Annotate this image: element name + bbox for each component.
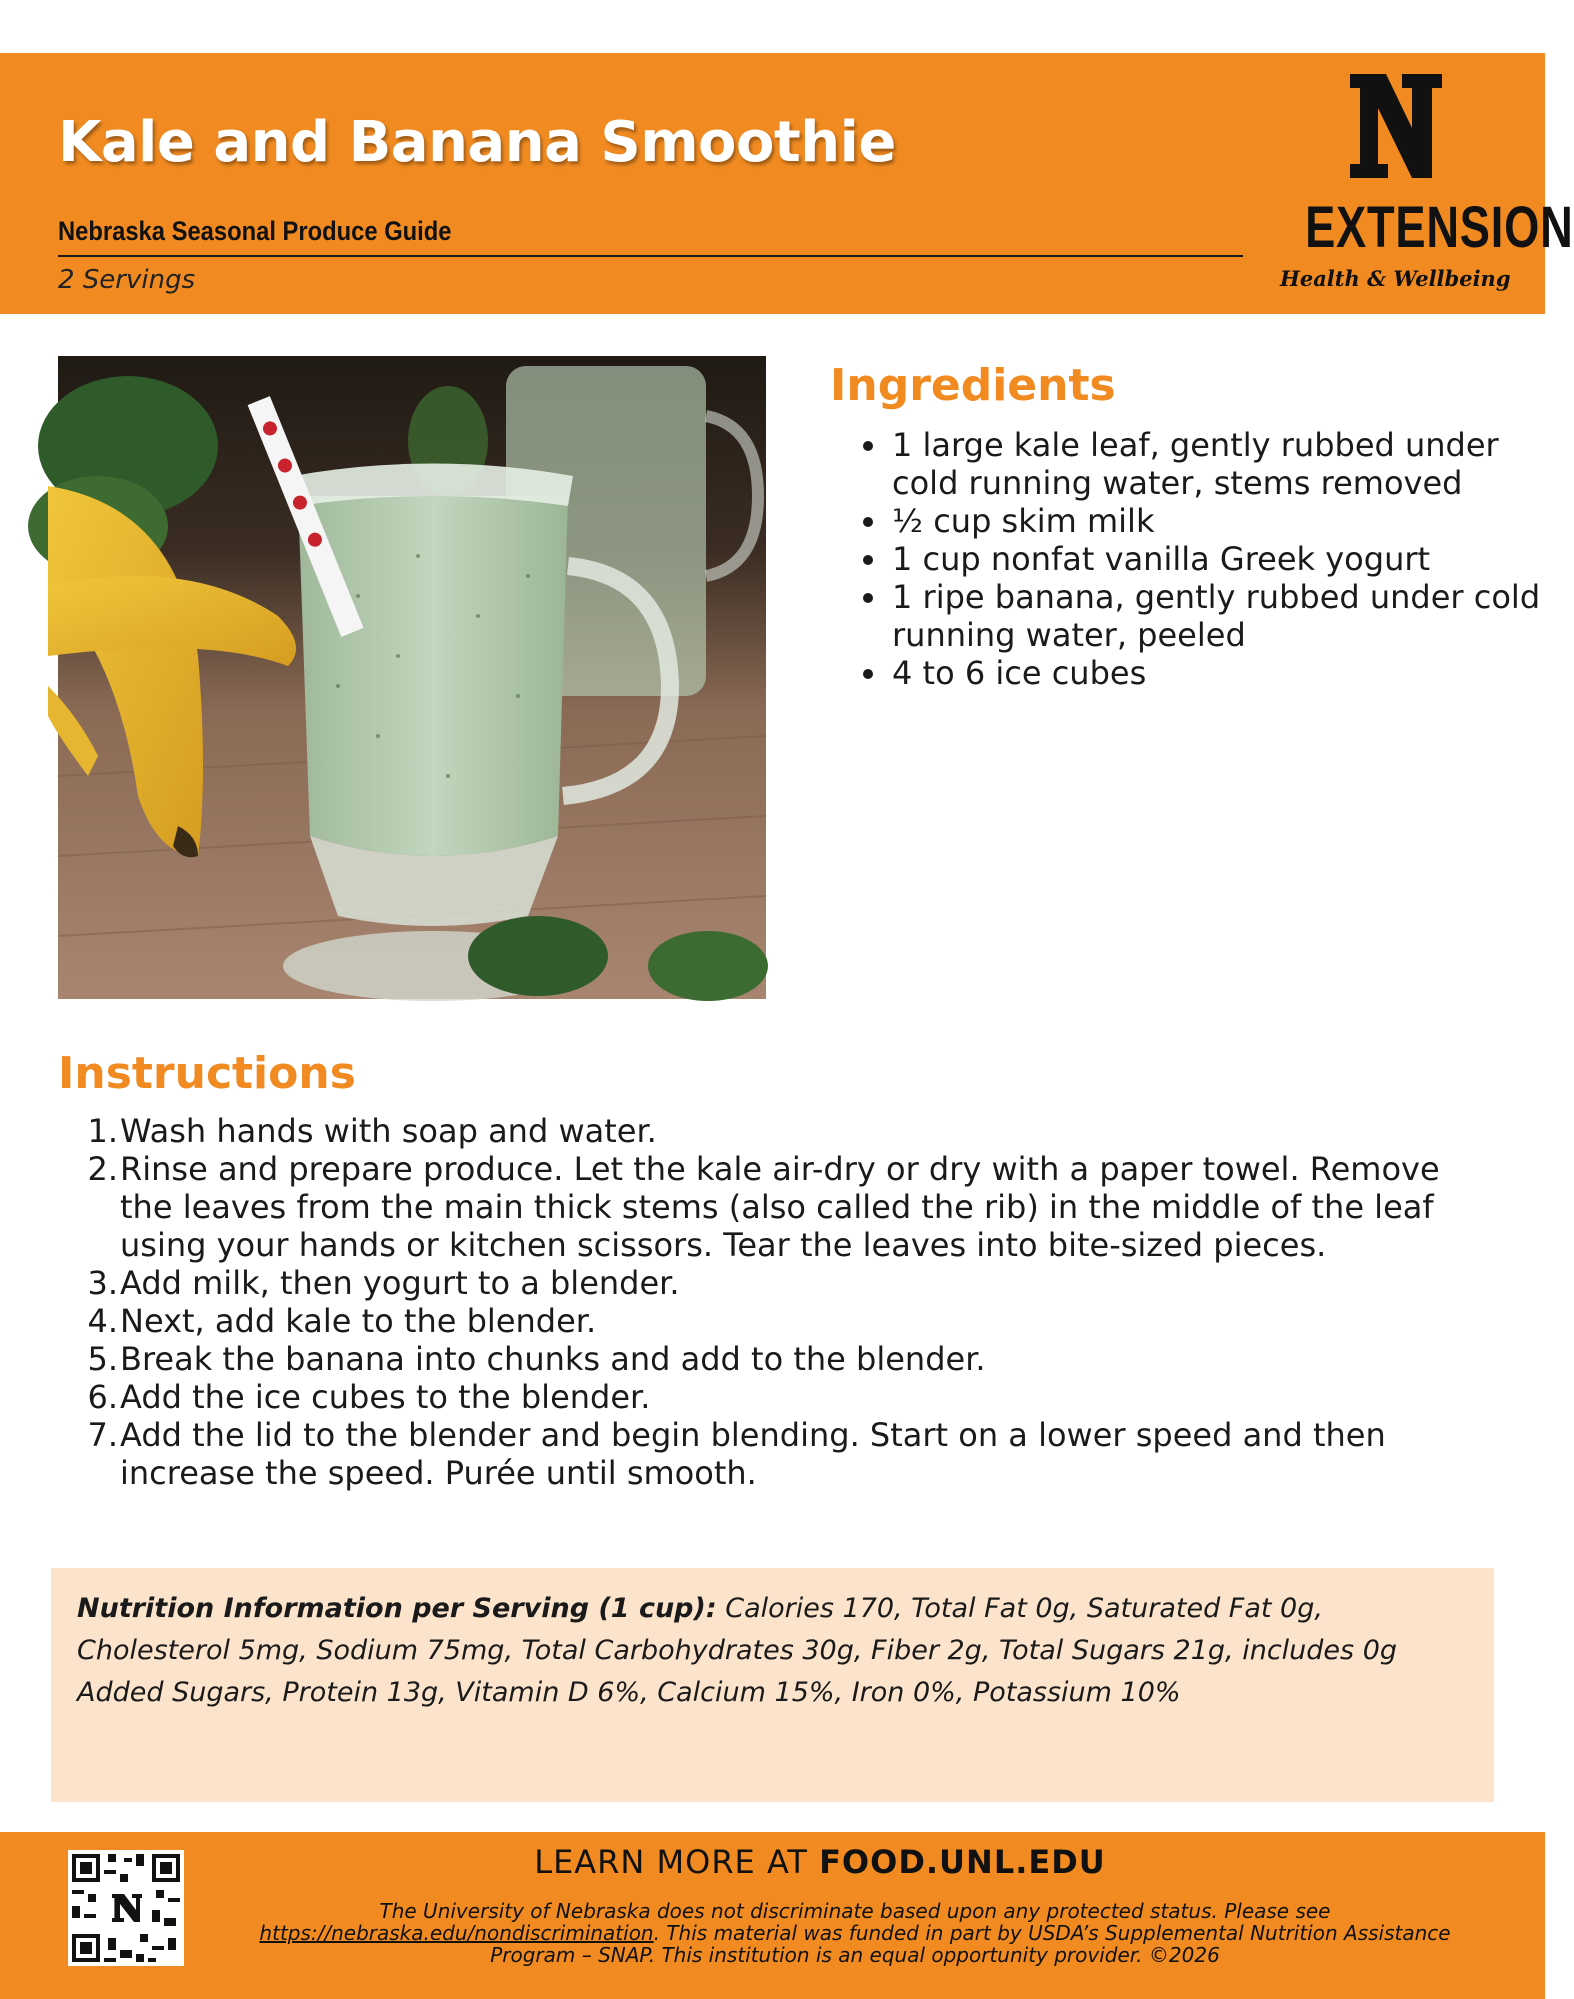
nutrition-text	[77, 1588, 1477, 1714]
step-text: Add the lid to the blender and begin blending. Start on a lower speed and then increase the speed. Purée until smooth.	[120, 1416, 1386, 1492]
step-number: 6.	[87, 1378, 118, 1416]
disclaimer-part-1: The University of Nebraska does not discriminate based upon any protected status. Please see	[379, 1899, 1331, 1923]
nutrition-label: Nutrition Information per Serving (1 cup):	[77, 1593, 717, 1624]
ingredient-item: • 4 to 6 ice cubes	[890, 654, 1550, 692]
ingredients-heading: Ingredients	[830, 360, 1116, 411]
step-number: 7.	[87, 1416, 118, 1454]
page-title: Kale and Banana Smoothie	[58, 110, 896, 175]
nutrition-values: Calories 170, Total Fat 0g, Saturated Fat 0g, Cholesterol 5mg, Sodium 75mg, Total Carbohydrates 30g, Fiber 2g, Total Sugars 21g, includes 0g Added Sugars, Protein 13g, Vitamin D 6%, Calcium 15%, Iron 0%, Potassium 10%	[77, 1593, 1398, 1708]
smoothie-photo	[58, 356, 766, 999]
instruction-step	[58, 1302, 1498, 1340]
ingredient-item: • 1 large kale leaf, gently rubbed under cold running water, stems removed	[890, 426, 1550, 502]
smoothie-photo-icon	[58, 356, 766, 999]
header-divider	[58, 255, 1243, 257]
instructions-list	[58, 1112, 1498, 1492]
step-number: 2.	[87, 1150, 118, 1188]
instructions-heading: Instructions	[58, 1048, 356, 1099]
instruction-step	[58, 1378, 1498, 1416]
step-text: Wash hands with soap and water.	[120, 1112, 657, 1150]
step-text: Break the banana into chunks and add to the blender.	[120, 1340, 986, 1378]
instruction-step	[58, 1112, 1498, 1150]
extension-wordmark: EXTENSION	[1305, 195, 1574, 260]
step-text: Add the ice cubes to the blender.	[120, 1378, 651, 1416]
ingredients-list	[850, 426, 1550, 692]
disclaimer-part-2: . This material was funded in part by USDA’s Supplemental Nutrition Assistance Program – SNAP. This institution is an equal opportunity provider. ©2026	[490, 1921, 1451, 1967]
step-text: Add milk, then yogurt to a blender.	[120, 1264, 680, 1302]
website-link[interactable]: FOOD.UNL.EDU	[819, 1843, 1106, 1881]
step-number: 1.	[87, 1112, 118, 1150]
ingredient-item: • 1 cup nonfat vanilla Greek yogurt	[890, 540, 1550, 578]
n-logo-icon	[1346, 70, 1446, 182]
step-number: 3.	[87, 1264, 118, 1302]
nutrition-panel	[51, 1568, 1494, 1802]
learn-more-prefix: LEARN MORE AT	[534, 1843, 820, 1881]
instruction-step	[58, 1150, 1498, 1264]
step-text: Rinse and prepare produce. Let the kale air-dry or dry with a paper towel. Remove the leaves from the main thick stems (also called the rib) in the middle of the leaf using your hands or kitchen scissors. Tear the leaves into bite-sized pieces.	[120, 1150, 1440, 1264]
extension-logo[interactable]	[1280, 70, 1574, 300]
instruction-step	[58, 1264, 1498, 1302]
instruction-step	[58, 1416, 1498, 1492]
learn-more-line	[0, 1843, 1545, 1881]
step-number: 4.	[87, 1302, 118, 1340]
disclaimer-text	[230, 1900, 1480, 1966]
servings-label: 2 Servings	[58, 265, 196, 295]
step-number: 5.	[87, 1340, 118, 1378]
step-text: Next, add kale to the blender.	[120, 1302, 597, 1340]
guide-subtitle: Nebraska Seasonal Produce Guide	[58, 216, 452, 246]
ingredient-item: • 1 ripe banana, gently rubbed under cold running water, peeled	[890, 578, 1550, 654]
instruction-step	[58, 1340, 1498, 1378]
logo-tagline: Health & Wellbeing	[1280, 266, 1511, 291]
nondiscrimination-link[interactable]: https://nebraska.edu/nondiscrimination	[259, 1921, 654, 1945]
ingredient-item: • ½ cup skim milk	[890, 502, 1550, 540]
